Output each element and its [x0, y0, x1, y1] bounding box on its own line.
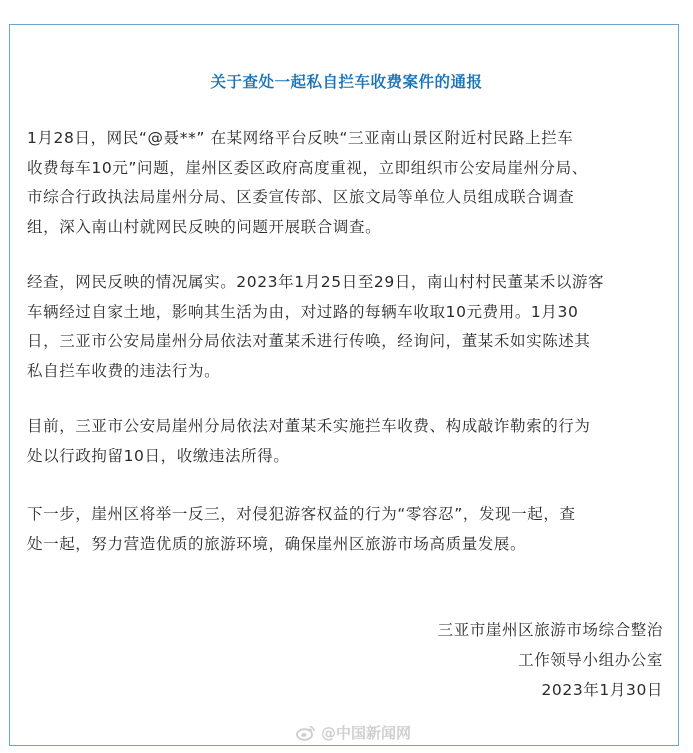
paragraph-next-steps: 下一步，崖州区将举一反三，对侵犯游客权益的行为“零容忍”，发现一起，查 处一起，努力营造优质的旅游环境，确保崖州区旅游市场高质量发展。: [27, 505, 576, 553]
signature-line-2: 工作领导小组办公室: [518, 651, 663, 669]
paragraph-penalty: 目前，三亚市公安局崖州分局依法对董某禾实施拦车收费、构成敲诈勒索的行为 处以行政拘留10日，收缴违法所得。: [27, 417, 591, 465]
watermark-text: @中国新闻网: [321, 724, 412, 742]
paragraph-report: 1月28日，网民“@聂**” 在某网络平台反映“三亚南山景区附近村民路上拦车 收费每车10元”问题，崖州区委区政府高度重视，立即组织市公安局崖州分局、 市综合行政执法局崖州分局、区委宣传部、区旅文局等单位人员组成联合调查 组，深入南山村就网民反映的问题开展联合调查。: [27, 129, 588, 236]
signature-line-1: 三亚市崖州区旅游市场综合整治: [437, 621, 663, 639]
source-watermark: [296, 722, 411, 743]
signature-date: 2023年1月30日: [541, 681, 663, 699]
paragraph-investigation: 经查，网民反映的情况属实。2023年1月25日至29日，南山村村民董某禾以游客 车辆经过自家土地，影响其生活为由，对过路的每辆车收取10元费用。1月30 日，三亚市公安局崖州分局依法对董某禾进行传唤，经询问，董某禾如实陈述其 私自拦车收费的违法行为。: [27, 273, 605, 380]
weibo-icon: [296, 724, 316, 741]
notice-title: 关于查处一起私自拦车收费案件的通报: [210, 73, 483, 91]
